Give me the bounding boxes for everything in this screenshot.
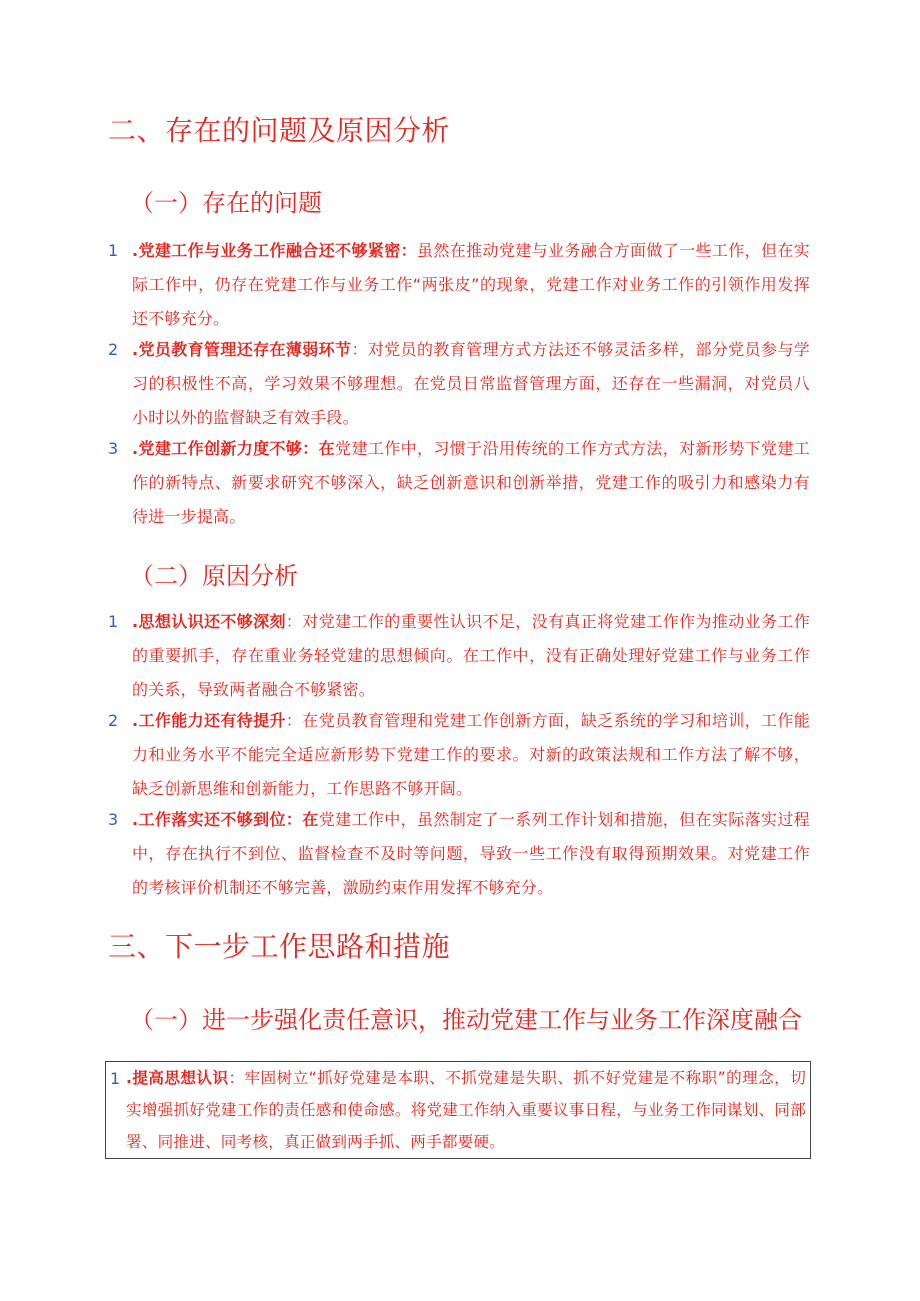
list-item-text xyxy=(132,234,810,336)
list-number: 1 xyxy=(108,612,119,631)
list-item-problem-2 xyxy=(106,333,810,435)
section-2-2-heading: （二）原因分析 xyxy=(130,562,298,590)
list-number: 1 xyxy=(110,1069,121,1088)
list-item-lead: .工作落实还不够到位：在 xyxy=(132,810,319,829)
list-item-lead: .工作能力还有待提升 xyxy=(132,711,286,730)
list-item-text xyxy=(132,803,810,905)
section-3-heading: 三、下一步工作思路和措施 xyxy=(108,930,451,963)
list-item-lead: .党员教育管理还存在薄弱环节 xyxy=(132,340,352,359)
list-item-cause-3 xyxy=(106,803,810,905)
list-item-text xyxy=(132,605,810,707)
list-item-body: ：在党员教育管理和党建工作创新方面，缺乏系统的学习和培训，工作能力和业务水平不能完全适应新形势下党建工作的要求。对新的政策法规和工作方法了解不够，缺乏创新思维和创新能力，工作思路不够开阔。 xyxy=(132,711,810,798)
list-item-body: 党建工作中，虽然制定了一系列工作计划和措施，但在实际落实过程中，存在执行不到位、监督检查不及时等问题，导致一些工作没有取得预期效果。对党建工作的考核评价机制还不够完善，激励约束作用发挥不够充分。 xyxy=(132,810,810,897)
list-number: 3 xyxy=(108,810,119,829)
list-item-lead: .思想认识还不够深刻 xyxy=(132,612,286,631)
list-item-lead: .党建工作与业务工作融合还不够紧密： xyxy=(132,241,417,260)
list-number: 2 xyxy=(108,340,119,359)
section-2-heading: 二、存在的问题及原因分析 xyxy=(108,114,451,147)
list-number: 3 xyxy=(108,439,119,458)
list-item-lead: .党建工作创新力度不够：在 xyxy=(132,439,336,458)
list-item-body: ：对党建工作的重要性认识不足，没有真正将党建工作作为推动业务工作的重要抓手，存在重业务轻党建的思想倾向。在工作中，没有正确处理好党建工作与业务工作的关系，导致两者融合不够紧密。 xyxy=(132,612,810,699)
list-item-text xyxy=(126,1062,806,1158)
list-item-problem-3 xyxy=(106,432,810,534)
list-number: 2 xyxy=(108,711,119,730)
list-item-text xyxy=(132,704,810,806)
list-number: 1 xyxy=(108,241,119,260)
list-item-text xyxy=(132,432,810,534)
list-item-cause-1 xyxy=(106,605,810,707)
list-item-body: 虽然在推动党建与业务融合方面做了一些工作，但在实际工作中，仍存在党建工作与业务工作“两张皮”的现象，党建工作对业务工作的引领作用发挥还不够充分。 xyxy=(132,241,810,328)
list-item-text xyxy=(132,333,810,435)
list-item-body: ：对党员的教育管理方式方法还不够灵活多样，部分党员参与学习的积极性不高，学习效果不够理想。在党员日常监督管理方面，还存在一些漏洞，对党员八小时以外的监督缺乏有效手段。 xyxy=(132,340,810,427)
list-item-measure-1 xyxy=(105,1061,811,1159)
list-item-problem-1 xyxy=(106,234,810,336)
list-item-body: 党建工作中，习惯于沿用传统的工作方式方法，对新形势下党建工作的新特点、新要求研究不够深入，缺乏创新意识和创新举措，党建工作的吸引力和感染力有待进一步提高。 xyxy=(132,439,810,526)
section-2-1-heading: （一）存在的问题 xyxy=(130,189,322,217)
list-item-lead: .提高思想认识 xyxy=(126,1069,229,1087)
section-3-1-heading: （一）进一步强化责任意识，推动党建工作与业务工作深度融合 xyxy=(130,1006,802,1034)
list-item-body: ：牢固树立“抓好党建是本职、不抓党建是失职、抓不好党建是不称职”的理念，切实增强抓好党建工作的责任感和使命感。将党建工作纳入重要议事日程，与业务工作同谋划、同部署、同推进、同考核，真正做到两手抓、两手都要硬。 xyxy=(126,1069,806,1151)
list-item-cause-2 xyxy=(106,704,810,806)
